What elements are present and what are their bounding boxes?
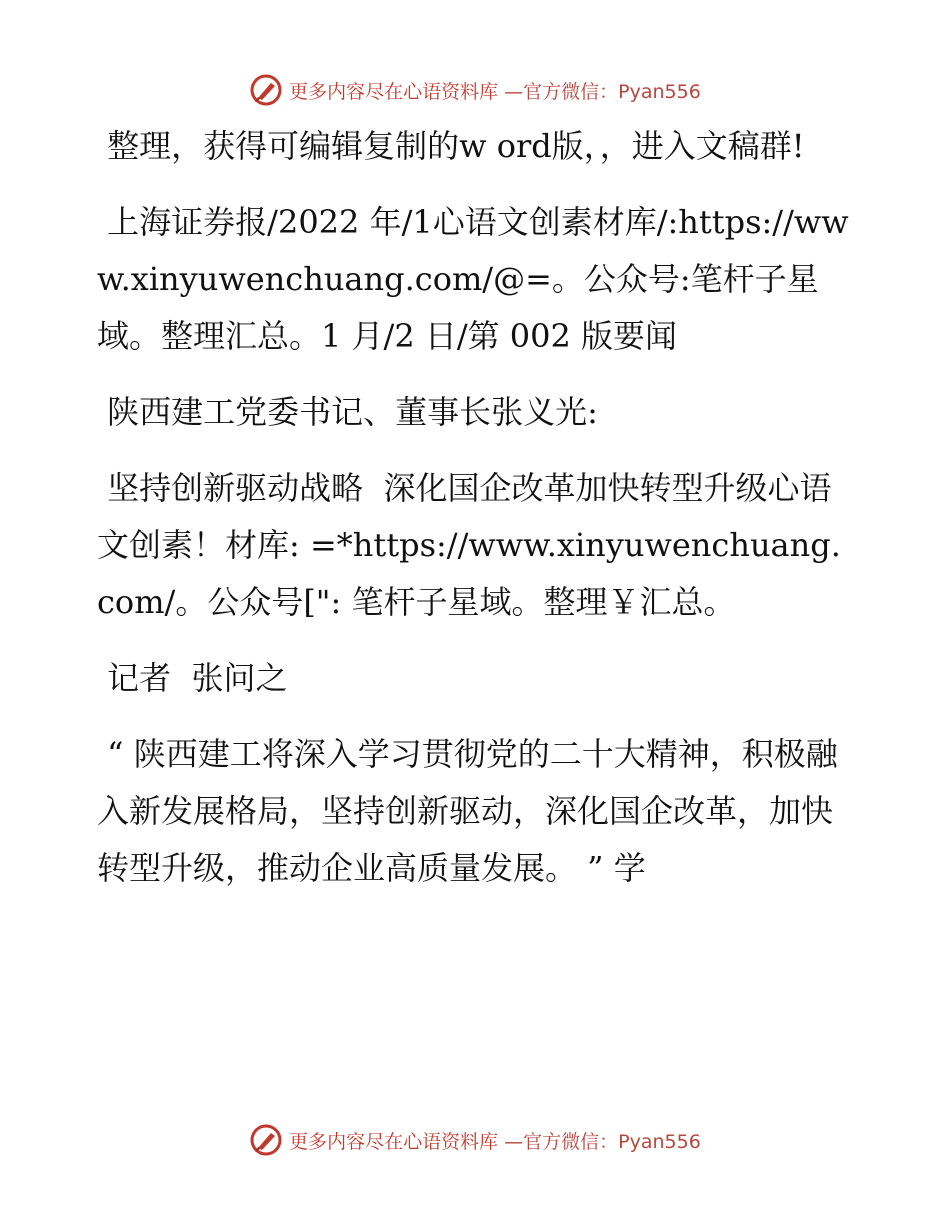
footer-watermark	[0, 1120, 950, 1160]
paragraph-5: 记者 张问之	[97, 659, 288, 697]
paragraph-1: 整理，获得可编辑复制的w ord版，，进入文稿群!	[97, 127, 805, 165]
paragraph-4: 坚持创新驱动战略 深化国企改革加快转型升级心语文创素！材库: =*https://www.xinyuwenchuang.com/。公众号[": 笔杆子星域。整理￥汇总。	[97, 469, 841, 621]
pen-circle-icon	[249, 1123, 283, 1157]
document-body	[97, 118, 857, 916]
watermark-prefix: 更多内容尽在心语资料库	[289, 1130, 499, 1153]
paragraph-3: 陕西建工党委书记、董事长张义光:	[97, 393, 598, 431]
paragraph-6: “ 陕西建工将深入学习贯彻党的二十大精神，积极融入新发展格局，坚持创新驱动，深化国企改革，加快转型升级，推动企业高质量发展。 ” 学	[97, 735, 838, 887]
watermark-suffix: —官方微信：Pyan556	[504, 1130, 701, 1153]
paragraph-2: 上海证券报/2022 年/1心语文创素材库/:https://www.xinyuwenchuang.com/@=。公众号:笔杆子星域。整理汇总。1 月/2 日/第 002 版要闻	[97, 203, 849, 355]
header-watermark	[0, 70, 950, 110]
watermark-prefix: 更多内容尽在心语资料库	[289, 80, 499, 103]
pen-circle-icon	[249, 73, 283, 107]
watermark-suffix: —官方微信：Pyan556	[504, 80, 701, 103]
